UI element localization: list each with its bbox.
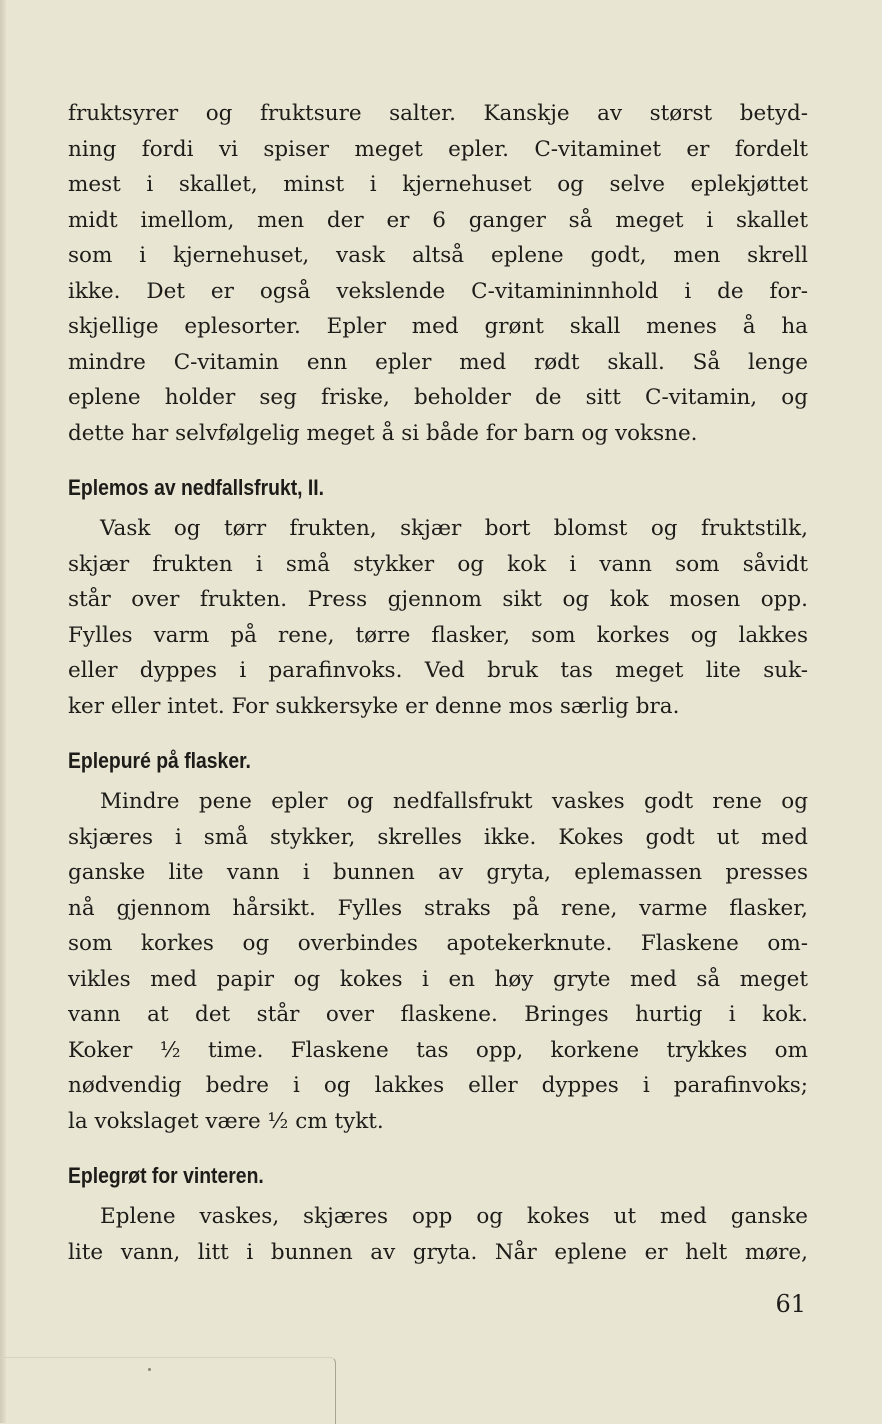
text-line: dette har selvfølgelig meget å si både for barn og voksne. [68, 420, 698, 446]
text-line: skjær frukten i små stykker og kok i vann som såvidt [68, 551, 808, 577]
text-line: skjellige eplesorter. Epler med grønt skall menes å ha [68, 314, 808, 339]
text-line: som korkes og overbindes apotekerknute. Flaskene om- [68, 931, 808, 956]
paragraph-c-vitamin [68, 96, 808, 451]
page-number: 61 [775, 1290, 806, 1318]
text-line: Eplene vaskes, skjæres opp og kokes ut med ganske [100, 1204, 808, 1229]
text-line: Fylles varm på rene, tørre flasker, som korkes og lakkes [68, 622, 808, 648]
text-line: fruktsyrer og fruktsure salter. Kanskje av størst betyd- [68, 101, 808, 126]
text-line: Koker ½ time. Flaskene tas opp, korkene trykkes om [68, 1037, 808, 1063]
text-line: midt imellom, men der er 6 ganger så meget i skallet [68, 207, 808, 233]
text-line: skjæres i små stykker, skrelles ikke. Kokes godt ut med [68, 824, 808, 850]
paragraph-eplemos [68, 511, 808, 724]
text-line: lite vann, litt i bunnen av gryta. Når eplene er helt møre, [68, 1239, 808, 1265]
text-line: eplene holder seg friske, beholder de sitt C-vitamin, og [68, 385, 808, 410]
text-line: ganske lite vann i bunnen av gryta, eplemassen presses [68, 860, 808, 885]
heading-eplemos: Eplemos av nedfallsfrukt, II. [68, 475, 325, 500]
text-line: mest i skallet, minst i kjernehuset og selve eplekjøttet [68, 172, 808, 197]
text-line: ikke. Det er også vekslende C-vitamininnhold i de for- [68, 278, 808, 304]
text-line: Vask og tørr frukten, skjær bort blomst og fruktstilk, [100, 516, 808, 541]
scan-speck [148, 1368, 151, 1371]
text-line: står over frukten. Press gjennom sikt og kok mosen opp. [68, 587, 808, 612]
paragraph-eplegrot [68, 1199, 808, 1270]
text-line: vikles med papir og kokes i en høy gryte med så meget [68, 966, 808, 992]
heading-eplepure: Eplepuré på flasker. [68, 748, 251, 773]
heading-eplegrot: Eplegrøt for vinteren. [68, 1163, 264, 1188]
text-line: nødvendig bedre i og lakkes eller dyppes i parafinvoks; [68, 1073, 808, 1098]
text-line: la vokslaget være ½ cm tykt. [68, 1108, 384, 1134]
text-line: ning fordi vi spiser meget epler. C-vitaminet er fordelt [68, 136, 808, 162]
page-binding-edge [0, 0, 6, 1423]
text-line: nå gjennom hårsikt. Fylles straks på rene, varme flasker, [68, 895, 808, 921]
paragraph-eplepure [68, 784, 808, 1139]
text-line: vann at det står over flaskene. Bringes hurtig i kok. [68, 1002, 808, 1027]
text-line: mindre C-vitamin enn epler med rødt skall. Så lenge [68, 349, 808, 375]
text-line: ker eller intet. For sukkersyke er denne mos særlig bra. [68, 693, 680, 719]
scan-artifact [0, 1357, 336, 1424]
page-content [68, 96, 808, 1270]
text-line: Mindre pene epler og nedfallsfrukt vaskes godt rene og [100, 789, 808, 814]
text-line: som i kjernehuset, vask altså eplene godt, men skrell [68, 243, 808, 268]
text-line: eller dyppes i parafinvoks. Ved bruk tas meget lite suk- [68, 658, 808, 683]
